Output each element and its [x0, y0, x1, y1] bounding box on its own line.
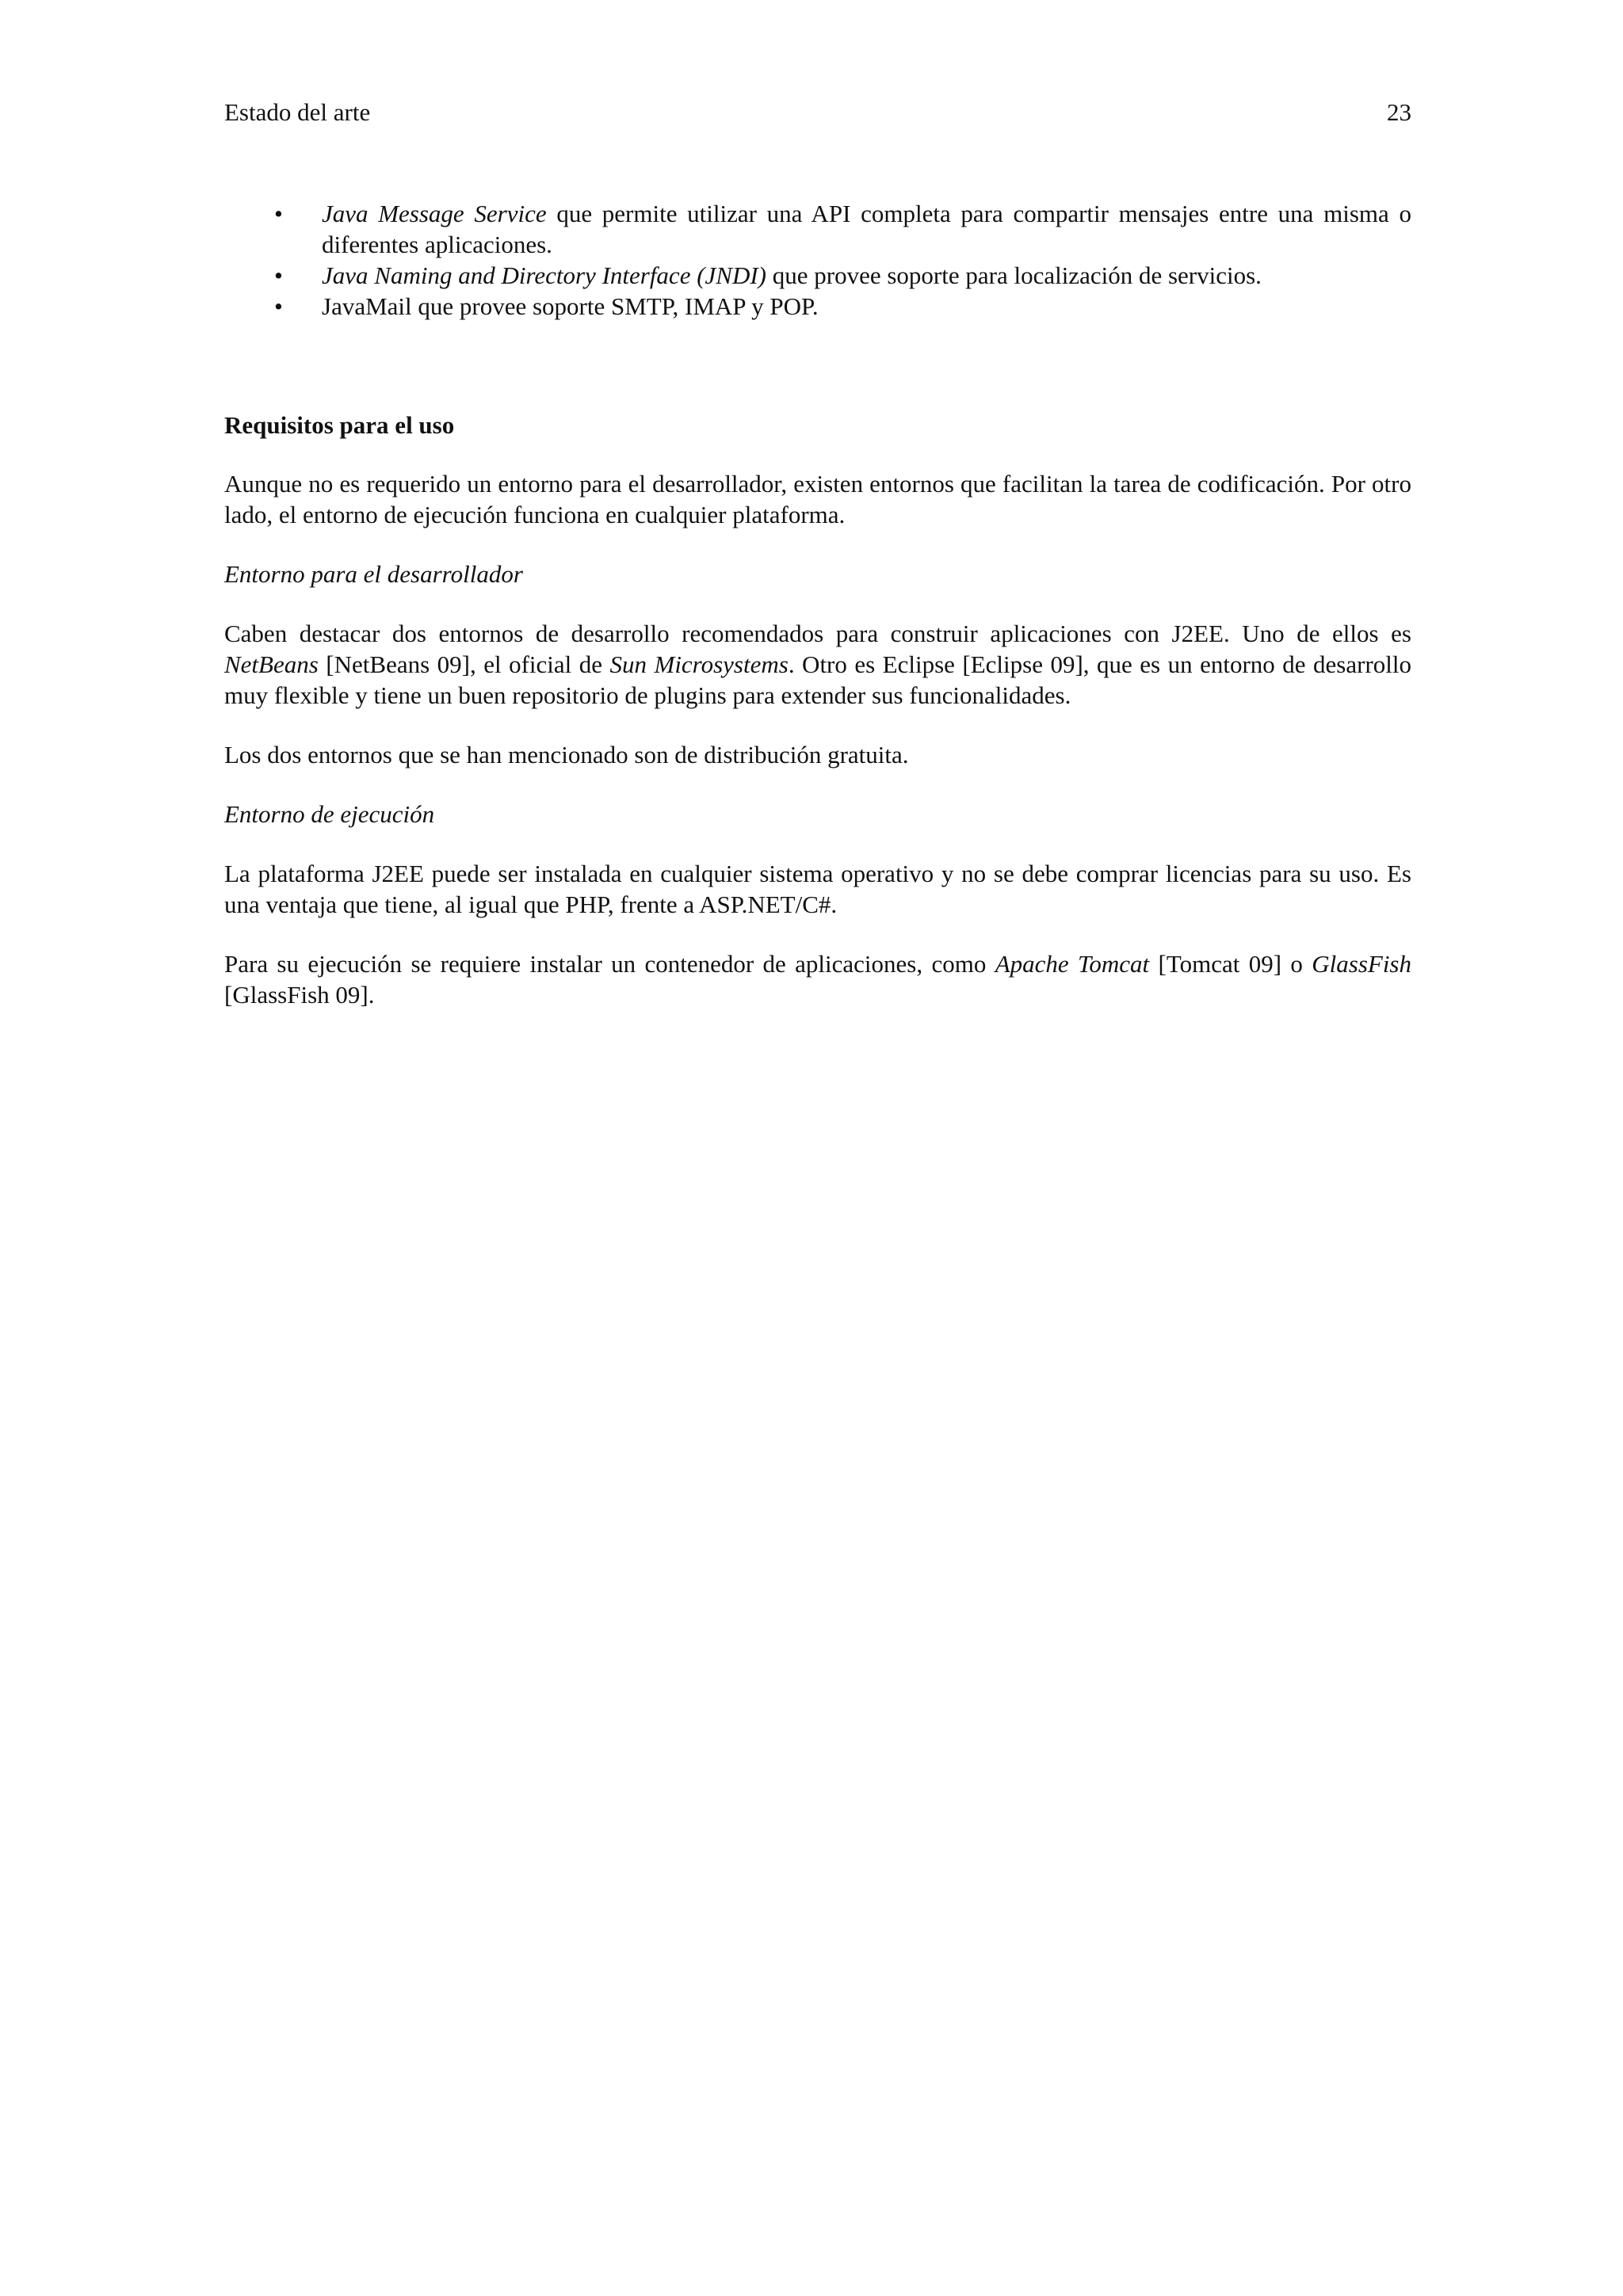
text-run-italic: Sun Microsystems — [609, 650, 789, 678]
bullet-list — [224, 198, 1411, 322]
header-title: Estado del arte — [224, 98, 371, 126]
paragraph-dev-environments — [224, 618, 1411, 711]
list-item-text: JavaMail que provee soporte SMTP, IMAP y POP. — [322, 292, 819, 320]
subsection-title-runtime: Entorno de ejecución — [224, 800, 435, 828]
text-run-italic: GlassFish — [1312, 950, 1411, 978]
list-item-text: que provee soporte para localización de servicios. — [766, 261, 1262, 289]
list-item-italic: Java Naming and Directory Interface (JNDI) — [322, 261, 766, 289]
text-run: . Otro es Eclipse [Eclipse 09], que es un entorno de desarrollo muy flexible y tiene un buen repositorio de plugins para extender sus funcionalidades. — [224, 650, 1411, 709]
text-run: [NetBeans 09], el oficial de — [318, 650, 610, 678]
paragraph-free-distribution: Los dos entornos que se han mencionado son de distribución gratuita. — [224, 741, 909, 769]
bullet-icon: • — [274, 261, 283, 289]
intro-paragraph: Aunque no es requerido un entorno para el desarrollador, existen entornos que facilitan la tarea de codificación. Por otro lado, el entorno de ejecución funciona en cualquier plataforma. — [224, 470, 1411, 528]
list-item-italic: Java Message Service — [322, 200, 547, 227]
text-run: Caben destacar dos entornos de desarrollo recomendados para construir aplicaciones con J2EE. Uno de ellos es — [224, 620, 1411, 647]
text-run-italic: NetBeans — [224, 650, 319, 678]
list-item-text: que permite utilizar una API completa para compartir mensajes entre una misma o diferentes aplicaciones. — [322, 200, 1412, 258]
text-run-italic: Apache Tomcat — [995, 950, 1150, 978]
page-content — [224, 198, 1411, 1039]
text-run: Para su ejecución se requiere instalar un contenedor de aplicaciones, como — [224, 950, 995, 978]
text-run: [Tomcat 09] o — [1149, 950, 1312, 978]
subsection-title-developer: Entorno para el desarrollador — [224, 560, 523, 588]
list-item — [224, 260, 1411, 291]
list-item — [224, 291, 1411, 322]
bullet-icon: • — [274, 292, 283, 320]
paragraph-runtime-platform: La plataforma J2EE puede ser instalada en cualquier sistema operativo y no se debe comprar licencias para su uso. Es una ventaja que tiene, al igual que PHP, frente a ASP.NET/C#. — [224, 860, 1411, 918]
text-run: [GlassFish 09]. — [224, 981, 375, 1009]
list-item — [224, 198, 1411, 260]
paragraph-runtime-container — [224, 948, 1411, 1010]
bullet-icon: • — [274, 200, 283, 227]
section-heading: Requisitos para el uso — [224, 411, 455, 439]
page-number: 23 — [1387, 98, 1411, 126]
